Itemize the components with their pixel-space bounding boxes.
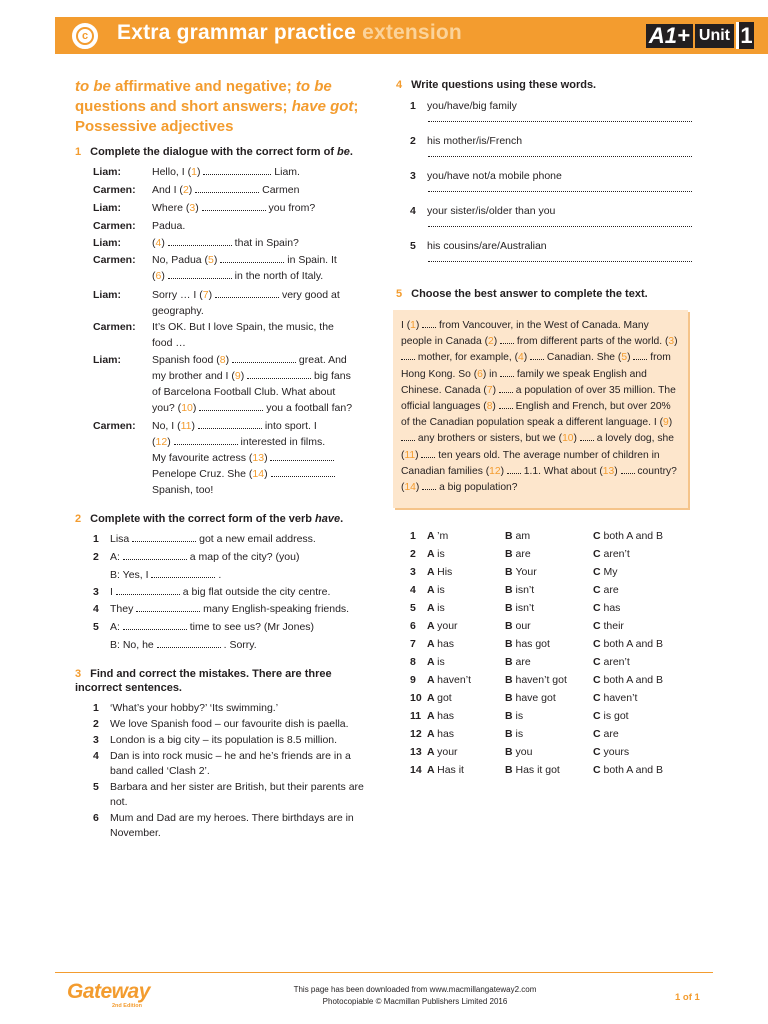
option-b[interactable]: B am: [505, 530, 531, 542]
exercise-5-instruction: 5 Choose the best answer to complete the text.: [396, 288, 648, 300]
option-c[interactable]: C both A and B: [593, 530, 664, 542]
option-number: 11: [410, 710, 422, 722]
option-number: 6: [410, 620, 416, 632]
option-c[interactable]: C aren’t: [593, 548, 630, 560]
exercise-4-instruction: 4 Write questions using these words.: [396, 79, 597, 91]
footer-text: This page has been downloaded from www.macmillangateway2.com Photocopiable © Macmillan Publishers Limited 2016: [293, 985, 537, 1006]
exercise-3-instruction: 3 Find and correct the mistakes. There are three incorrect sentences.: [75, 668, 332, 694]
unit-label: Unit: [695, 24, 734, 48]
answer-line: [428, 261, 692, 262]
option-a[interactable]: A is: [427, 548, 445, 560]
option-b[interactable]: B Your: [505, 566, 537, 578]
option-a[interactable]: A is: [427, 602, 445, 614]
option-b[interactable]: B are: [505, 656, 531, 668]
option-row: [410, 565, 690, 579]
option-number: 5: [410, 602, 416, 614]
option-a[interactable]: A got: [427, 692, 452, 704]
option-a[interactable]: A has: [427, 638, 455, 650]
option-row: [410, 655, 690, 669]
gear-c-icon: c: [70, 21, 100, 51]
option-a[interactable]: A has: [427, 728, 455, 740]
option-c[interactable]: C aren’t: [593, 656, 630, 668]
option-a[interactable]: A Has it: [427, 764, 464, 776]
option-row: [410, 763, 690, 777]
option-b[interactable]: B are: [505, 548, 531, 560]
option-b[interactable]: B Has it got: [505, 764, 560, 776]
option-number: 14: [410, 764, 422, 776]
option-number: 4: [410, 584, 416, 596]
answer-line: [428, 121, 692, 122]
option-a[interactable]: A has: [427, 710, 455, 722]
reading-passage: I (1) from Vancouver, in the West of Canada. Many people in Canada (2) from different parts of the world. (3) mother, for example, (4) Canadian. She (5) from Hong Kong. So (6) in family we speak English and Chinese. Canada (7) a population of over 35 million. The official languages (8) English and French, but over 20% of the Canadian population speak a different language. I (9) any brothers or sisters, but we (10) a lovely dog, she (11) ten years old. The average number of children in Canadian families (12) 1.1. What about (13) country? (14) a big population?: [393, 310, 688, 508]
header-bar: [55, 17, 768, 54]
level-label: A1+: [646, 24, 693, 48]
option-b[interactable]: B haven’t got: [505, 674, 567, 686]
option-row: [410, 673, 690, 687]
option-row: [410, 601, 690, 615]
option-a[interactable]: A is: [427, 584, 445, 596]
option-b[interactable]: B you: [505, 746, 533, 758]
option-b[interactable]: B is: [505, 710, 524, 722]
exercise-2-instruction: 2 Complete with the correct form of the verb have.: [75, 513, 344, 525]
option-number: 2: [410, 548, 416, 560]
option-number: 10: [410, 692, 422, 704]
option-c[interactable]: C both A and B: [593, 674, 664, 686]
brand-logo: Gateway: [67, 980, 150, 1003]
option-number: 12: [410, 728, 422, 740]
footer-divider: [55, 972, 713, 973]
option-b[interactable]: B is: [505, 728, 524, 740]
option-row: [410, 529, 690, 543]
option-row: [410, 691, 690, 705]
option-number: 8: [410, 656, 416, 668]
answer-line: [428, 156, 692, 157]
option-c[interactable]: C haven’t: [593, 692, 638, 704]
option-a[interactable]: A is: [427, 656, 445, 668]
unit-badge: [646, 22, 754, 49]
page-title: Extra grammar practice extension: [117, 21, 462, 44]
option-b[interactable]: B have got: [505, 692, 556, 704]
option-number: 7: [410, 638, 416, 650]
option-row: [410, 637, 690, 651]
option-b[interactable]: B isn’t: [505, 584, 535, 596]
option-a[interactable]: A your: [427, 746, 458, 758]
option-c[interactable]: C My: [593, 566, 618, 578]
option-row: [410, 709, 690, 723]
option-c[interactable]: C both A and B: [593, 638, 664, 650]
option-b[interactable]: B has got: [505, 638, 550, 650]
option-number: 9: [410, 674, 416, 686]
option-c[interactable]: C is got: [593, 710, 629, 722]
option-number: 1: [410, 530, 416, 542]
option-row: [410, 727, 690, 741]
option-row: [410, 547, 690, 561]
answer-line: [428, 226, 692, 227]
exercise-1-instruction: 1 Complete the dialogue with the correct form of be.: [75, 146, 353, 158]
option-row: [410, 583, 690, 597]
page-number: 1 of 1: [675, 992, 700, 1003]
option-c[interactable]: C are: [593, 584, 619, 596]
option-number: 3: [410, 566, 416, 578]
option-b[interactable]: B isn’t: [505, 602, 535, 614]
option-number: 13: [410, 746, 422, 758]
option-row: [410, 745, 690, 759]
option-c[interactable]: C yours: [593, 746, 630, 758]
option-a[interactable]: A your: [427, 620, 458, 632]
section-heading: to be affirmative and negative; to be questions and short answers; have got; Possessive adjectives: [75, 78, 359, 135]
unit-number: 1: [736, 22, 754, 49]
option-row: [410, 619, 690, 633]
option-a[interactable]: A His: [427, 566, 453, 578]
answer-line: [428, 191, 692, 192]
option-a[interactable]: A haven’t: [427, 674, 471, 686]
option-a[interactable]: A ’m: [427, 530, 449, 542]
option-c[interactable]: C are: [593, 728, 619, 740]
edition-label: 2nd Edition: [112, 1003, 142, 1009]
option-b[interactable]: B our: [505, 620, 531, 632]
option-c[interactable]: C both A and B: [593, 764, 664, 776]
option-c[interactable]: C has: [593, 602, 621, 614]
option-c[interactable]: C their: [593, 620, 624, 632]
